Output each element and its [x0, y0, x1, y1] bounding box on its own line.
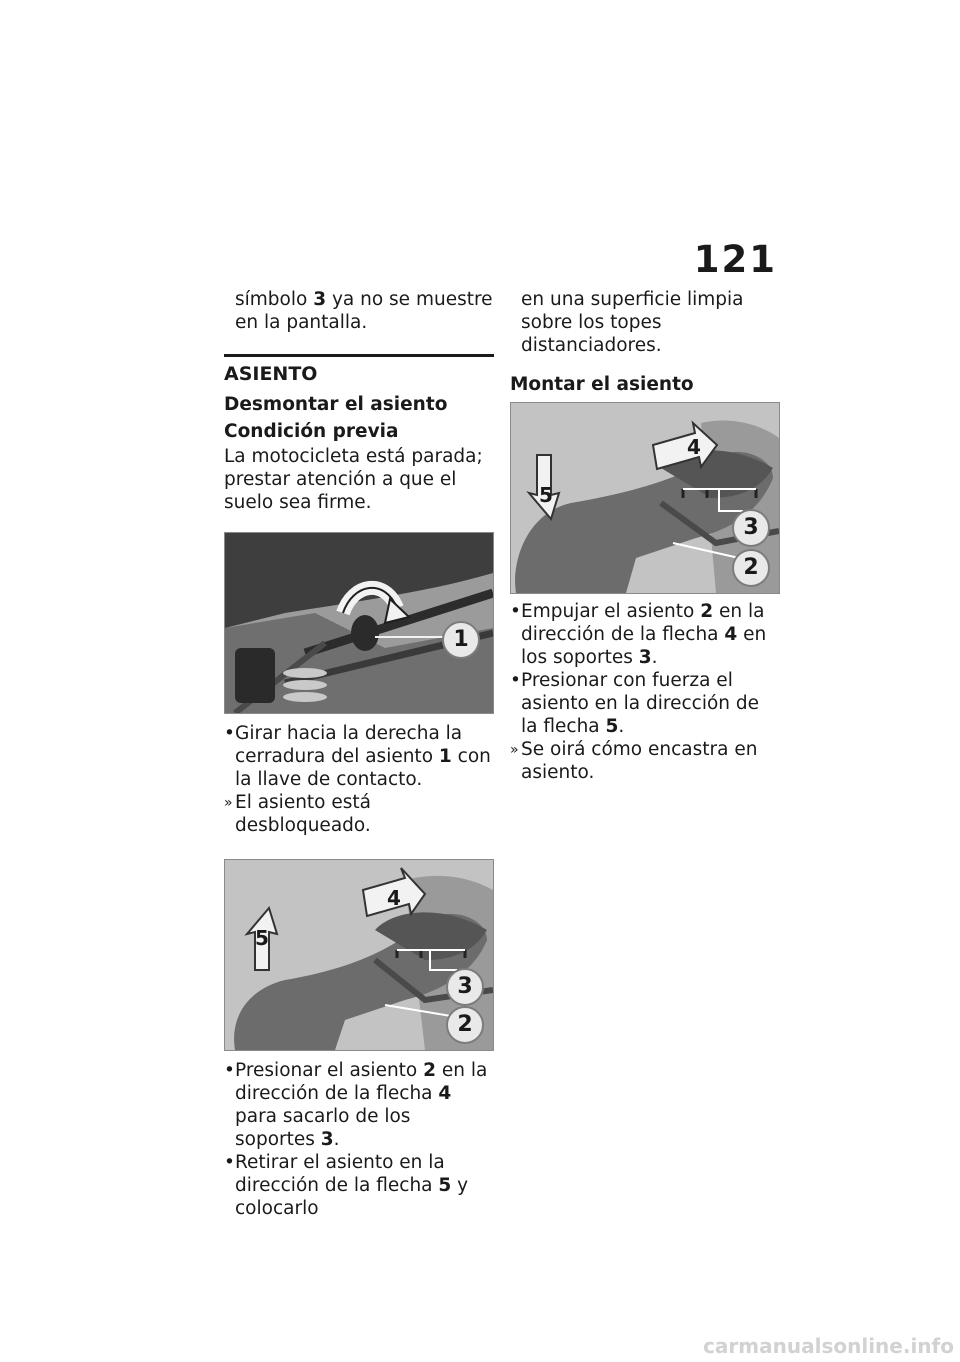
arrow-label-5: 5: [255, 926, 269, 950]
precondition-heading: Condición previa: [224, 421, 399, 442]
watermark: carmanualsonline.info: [703, 1334, 954, 1358]
result-item: » El asiento está desbloqueado.: [224, 792, 371, 836]
figure-remove-seat: [224, 859, 494, 1051]
continuation-text: en una superficie limpia sobre los topes distanciadores.: [521, 289, 744, 356]
subheading-remove-seat: Desmontar el asiento: [224, 394, 448, 415]
figure-seat-lock: [224, 532, 494, 714]
step-item: • Empujar el asiento 2 en la dirección de la flecha 4 en los soportes 3.: [510, 601, 767, 668]
section-title: ASIENTO: [224, 363, 318, 385]
callout-3: 3: [732, 509, 770, 547]
step-item: • Presionar con fuerza el asiento en la dirección de la flecha 5.: [510, 670, 760, 737]
callout-1: 1: [442, 621, 480, 659]
left-column: [224, 288, 494, 1220]
precondition-text: La motocicleta está parada; prestar atención a que el suelo sea firme.: [224, 446, 483, 513]
continuation-text: símbolo 3 ya no se muestre en la pantalla.: [235, 289, 493, 333]
figure-install-seat: [510, 402, 780, 594]
step-item: • Girar hacia la derecha la cerradura del asiento 1 con la llave de contacto.: [224, 723, 491, 790]
step-item: • Presionar el asiento 2 en la dirección de la flecha 4 para sacarlo de los soportes 3.: [224, 1060, 488, 1150]
section-divider: [224, 354, 494, 387]
step-item: • Retirar el asiento en la dirección de la flecha 5 y colocarlo: [224, 1152, 469, 1219]
subheading-install-seat: Montar el asiento: [510, 374, 694, 395]
result-item: » Se oirá cómo encastra en asiento.: [510, 739, 758, 783]
right-column: [510, 288, 780, 784]
arrow-label-4: 4: [387, 886, 401, 910]
callout-2: 2: [446, 1006, 484, 1044]
callout-2: 2: [732, 549, 770, 587]
callout-3: 3: [446, 968, 484, 1006]
page-number: 121: [693, 238, 777, 281]
arrow-label-4: 4: [687, 435, 701, 459]
arrow-label-5: 5: [539, 483, 553, 507]
